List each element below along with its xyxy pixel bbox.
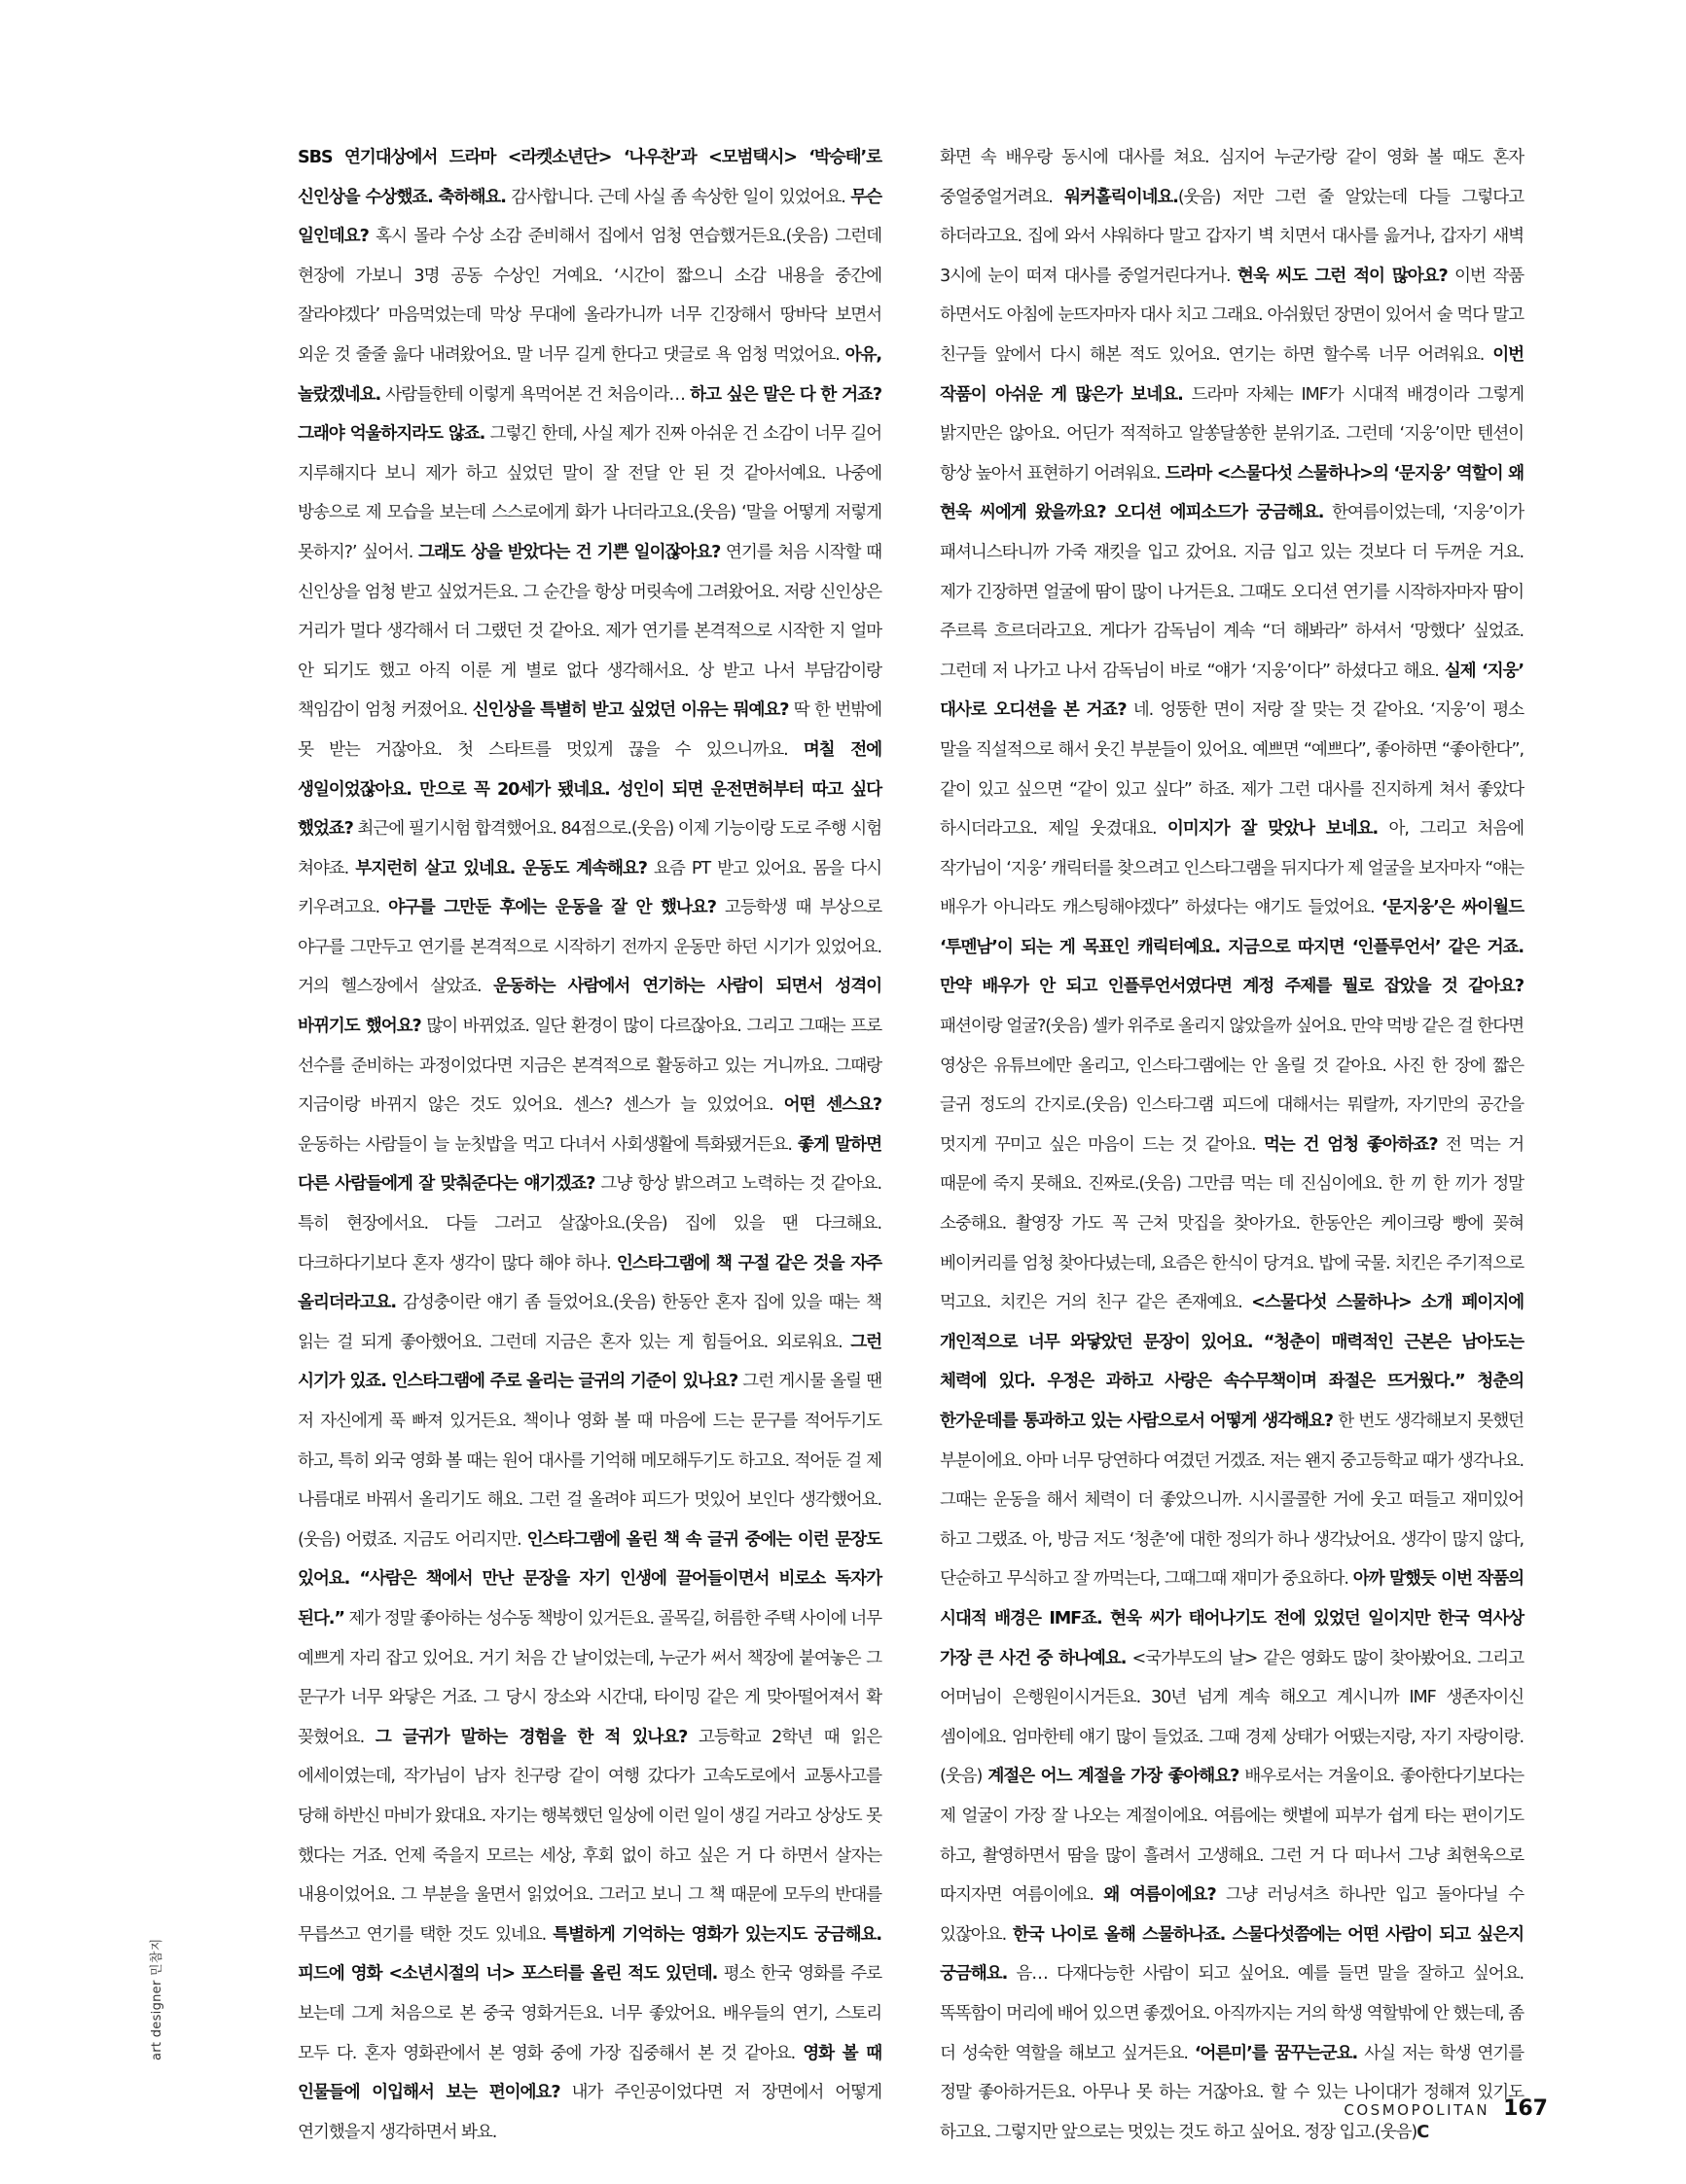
interview-answer: 평소 한국 영화를 주로 보는데 그게 처음으로 본 중국 영화거든요. 너무 좋았어요. 배우들의 연기, 스토리 모두 다. 혼자 영화관에서 본 영화 중에 가장 집중해서 본 것 같아요. (298, 1964, 881, 2063)
interview-question: 하고 싶은 말은 다 한 거죠? 그래야 억울하지라도 않죠. (298, 384, 881, 445)
interview-answer: 제가 정말 좋아하는 성수동 책방이 있거든요. 골목길, 허름한 주택 사이에 너무 예쁘게 자리 잡고 있어요. 거기 처음 간 날이었는데, 누군가 써서 책장에 붙여놓은 그 문구가 너무 와닿은 거죠. 그 당시 장소와 시간대, 타이밍 같은 게 맞아떨어져서 확 꽂혔어요. (298, 1608, 881, 1747)
interview-answer: 그런 게시물 올릴 땐 저 자신에게 푹 빠져 있거든요. 책이나 영화 볼 때 마음에 드는 문구를 적어두기도 하고, 특히 외국 영화 볼 때는 원어 대사를 기억해 메모해두기도 하고요. 적어둔 걸 제 나름대로 바꿔서 올리기도 해요. 그런 걸 올려야 피드가 멋있어 보인다 생각했어요.(웃음) 어렸죠. 지금도 어리지만. (298, 1372, 881, 1550)
interview-question: 그런 시기가 있죠. 인스타그램에 주로 올리는 글귀의 기준이 있나요? (298, 1332, 881, 1392)
end-mark: C (1417, 2121, 1429, 2142)
interview-question: 며칠 전에 생일이었잖아요. 만으로 꼭 20세가 됐네요. 성인이 되면 운전면허부터 따고 싶다 했었죠? (298, 739, 881, 840)
interview-question: 신인상을 특별히 받고 싶었던 이유는 뭐예요? (472, 700, 789, 721)
interview-question: 이번 작품이 아쉬운 게 많은가 보네요. (940, 344, 1524, 405)
interview-question: 인스타그램에 올린 책 속 글귀 중에는 이런 문장도 있어요. “사람은 책에서 만난 문장을 자기 인생에 끌어들이면서 비로소 독자가 된다.” (298, 1529, 882, 1629)
interview-question: 어떤 센스요? (783, 1095, 882, 1116)
interview-question: 한국 나이로 올해 스물하나죠. 스물다섯쯤에는 어떤 사람이 되고 싶은지 궁금해요. (940, 1924, 1524, 1985)
interview-answer: 사람들한테 이렇게 욕먹어본 건 처음이라… (380, 384, 691, 405)
interview-question: 인스타그램에 책 구절 같은 것을 자주 올리더라고요. (298, 1253, 881, 1313)
interview-answer: 그냥 러닝셔츠 하나만 입고 돌아다닐 수 있잖아요. (940, 1885, 1524, 1945)
interview-answer: 한여름이었는데, ‘지웅’이가 패셔니스타니까 가죽 재킷을 입고 갔어요. 지금 입고 있는 것보다 더 두꺼운 거요. 제가 긴장하면 얼굴에 땀이 많이 나거든요. 그때도 오디션 연기를 시작하자마자 땀이 주르륵 흐르더라고요. 게다가 감독님이 계속 “더 해봐라” 하셔서 ‘망했다’ 싶었죠. 그런데 저 나가고 나서 감독님이 바로 “얘가 ‘지웅’이다” 하셨다고 해요. (940, 503, 1524, 681)
interview-question: ‘어른미’를 꿈꾸는군요. (1194, 2043, 1358, 2063)
interview-answer: 화면 속 배우랑 동시에 대사를 쳐요. 심지어 누군가랑 같이 영화 볼 때도 혼자 중얼중얼거려요. (940, 148, 1524, 207)
art-designer-credit: art designer 민참지 (150, 1938, 164, 2060)
right-column-runs (940, 148, 1524, 2142)
right-text-column (940, 138, 1524, 2152)
interview-answer: 이번 작품 하면서도 아침에 눈뜨자마자 대사 치고 그래요. 아쉬웠던 장면이 있어서 술 먹다 말고 친구들 앞에서 다시 해본 적도 있어요. 연기는 하면 할수록 너무 어려워요. (940, 266, 1524, 365)
interview-answer: 아, 그리고 처음에 작가님이 ‘지웅’ 캐릭터를 찾으려고 인스타그램을 뒤지다가 제 얼굴을 보자마자 “얘는 배우가 아니라도 캐스팅해야겠다” 하셨다는 얘기도 들었어요. (940, 819, 1524, 918)
interview-question: 특별하게 기억하는 영화가 있는지도 궁금해요. 피드에 영화 <소년시절의 너> 포스터를 올린 적도 있던데. (298, 1924, 882, 1985)
interview-answer: (웃음) 저만 그런 줄 알았는데 다들 그렇다고 하더라고요. 집에 와서 샤워하다 말고 갑자기 벽 치면서 대사를 읊거나, 갑자기 새벽 3시에 눈이 떠져 대사를 중얼거린다거나. (940, 187, 1524, 286)
interview-answer: 혹시 몰라 수상 소감 준비해서 집에서 엄청 연습했거든요.(웃음) 그런데 현장에 가보니 3명 공동 수상인 거예요. ‘시간이 짧으니 소감 내용을 중간에 잘라야겠다’ 마음먹었는데 막상 무대에 올라가니까 너무 긴장해서 땅바닥 보면서 외운 것 줄줄 읊다 내려왔어요. 말 너무 길게 한다고 댓글로 욕 엄청 먹었어요. (298, 227, 881, 365)
interview-answer: 딱 한 번밖에 못 받는 거잖아요. 첫 스타트를 멋있게 끊을 수 있으니까요. (298, 700, 881, 760)
interview-question: ‘문지웅’은 싸이월드 ‘투멘남’이 되는 게 목표인 캐릭터예요. 지금으로 따지면 ‘인플루언서’ 같은 거죠. 만약 배우가 안 되고 인플루언서였다면 계정 주제를 뭘로 잡았을 것 같아요? (940, 898, 1524, 997)
interview-question: 현욱 씨도 그런 적이 많아요? (1237, 266, 1448, 286)
interview-answer: 많이 바뀌었죠. 일단 환경이 많이 다르잖아요. 그리고 그때는 프로 선수를 준비하는 과정이었다면 지금은 본격적으로 활동하고 있는 거니까요. 그때랑 지금이랑 바뀌지 않은 것도 있어요. 센스? 센스가 늘 있었어요. (298, 1017, 881, 1116)
left-column-paragraph (298, 138, 881, 2152)
interview-answer: 전 먹는 거 때문에 죽지 못해요. 진짜로.(웃음) 그만큼 먹는 데 진심이에요. 한 끼 한 끼가 정말 소중해요. 촬영장 가도 꼭 근처 맛집을 찾아가요. 한동안은 케이크랑 빵에 꽂혀 베이커리를 엄청 찾아다녔는데, 요즘은 한식이 당겨요. 밥에 국물. 치킨은 주기적으로 먹고요. 치킨은 거의 친구 같은 존재예요. (940, 1134, 1525, 1313)
interview-answer: 그냥 항상 밝으려고 노력하는 것 같아요. 특히 현장에서요. 다들 그러고 살잖아요.(웃음) 집에 있을 땐 다크해요. 다크하다기보다 혼자 생각이 많다 해야 하나. (298, 1174, 882, 1273)
magazine-name: COSMOPOLITAN (1344, 2101, 1490, 2119)
interview-question: SBS 연기대상에서 드라마 <라켓소년단> ‘나우찬’과 <모범택시> ‘박승태’로 신인상을 수상했죠. 축하해요. (298, 148, 881, 207)
interview-question: 드라마 <스물다섯 스물하나>의 ‘문지웅’ 역할이 왜 현욱 씨에게 왔을까요? 오디션 에피소드가 궁금해요. (940, 463, 1524, 523)
right-column-paragraph (940, 138, 1524, 2152)
page-footer (1344, 2096, 1548, 2121)
page-number: 167 (1503, 2096, 1548, 2121)
interview-question: 그래도 상을 받았다는 건 기쁜 일이잖아요? (417, 542, 721, 562)
interview-question: 운동하는 사람에서 연기하는 사람이 되면서 성격이 바뀌기도 했어요? (298, 977, 881, 1037)
interview-answer: 최근에 필기시험 합격했어요. 84점으로.(웃음) 이제 기능이랑 도로 주행 시험 쳐야죠. (298, 819, 881, 878)
interview-question: 워커홀릭이네요. (1064, 187, 1178, 207)
left-text-column (298, 138, 881, 2152)
interview-question: 실제 ‘지웅’ 대사로 오디션을 본 거죠? (940, 661, 1524, 721)
interview-answer: 감성충이란 얘기 좀 들었어요.(웃음) 한동안 혼자 집에 있을 때는 책 읽는 걸 되게 좋아했어요. 그런데 지금은 혼자 있는 게 힘들어요. 외로워요. (298, 1293, 881, 1352)
interview-answer: 패션이랑 얼굴?(웃음) 셀카 위주로 올리지 않았을까 싶어요. 만약 먹방 같은 걸 한다면 영상은 유튜브에만 올리고, 인스타그램에는 안 올릴 것 같아요. 사진 한 장에 짧은 글귀 정도의 간지로.(웃음) 인스타그램 피드에 대해서는 뭐랄까, 자기만의 공간을 멋지게 꾸미고 싶은 마음이 드는 것 같아요. (940, 1017, 1524, 1155)
interview-question: 계절은 어느 계절을 가장 좋아해요? (987, 1767, 1239, 1787)
interview-question: 아까 말했듯 이번 작품의 시대적 배경은 IMF죠. 현욱 씨가 태어나기도 전에 있었던 일이지만 한국 역사상 가장 큰 사건 중 하나예요. (940, 1569, 1524, 1668)
interview-answer: 요즘 PT 받고 있어요. 몸을 다시 키우려고요. (298, 858, 881, 918)
interview-answer: 사실 저는 학생 연기를 정말 좋아하거든요. 아무나 못 하는 거잖아요. 할 수 있는 나이대가 정해져 있기도 하고요. 그렇지만 앞으로는 멋있는 것도 하고 싶어요. 정장 입고.(웃음) (940, 2043, 1525, 2142)
interview-answer: 감사합니다. 근데 사실 좀 속상한 일이 있었어요. (505, 187, 851, 207)
interview-question: 야구를 그만둔 후에는 운동을 잘 안 했나요? (388, 898, 716, 918)
interview-answer: 한 번도 생각해보지 못했던 부분이에요. 아마 너무 당연하다 여겼던 거겠죠. 저는 왠지 중고등학교 때가 생각나요. 그때는 운동을 해서 체력이 더 좋았으니까. 시시콜콜한 거에 웃고 떠들고 재미있어 하고 그랬죠. 아, 방금 저도 ‘청춘’에 대한 정의가 하나 생각났어요. 생각이 많지 않다, 단순하고 무식하고 잘 까먹는다, 그때그때 재미가 중요하다. (940, 1412, 1524, 1590)
interview-answer: 그렇긴 한데, 사실 제가 진짜 아쉬운 건 소감이 너무 길어 지루해지다 보니 제가 하고 싶었던 말이 잘 전달 안 된 것 같아서예요. 나중에 방송으로 제 모습을 보는데 스스로에게 화가 나더라고요.(웃음) ‘말을 어떻게 저렇게 못하지?’ 싶어서. (298, 424, 881, 562)
interview-question: 그 글귀가 말하는 경험을 한 적 있나요? (375, 1727, 688, 1747)
interview-answer: 배우로서는 겨울이요. 좋아한다기보다는 제 얼굴이 가장 잘 나오는 계절이에요. 여름에는 햇볕에 피부가 쉽게 타는 편이기도 하고, 촬영하면서 땀을 많이 흘려서 고생해요. 그런 거 다 떠나서 그냥 최현욱으로 따지자면 여름이에요. (940, 1767, 1525, 1906)
interview-question: <스물다섯 스물하나> 소개 페이지에 개인적으로 너무 와닿았던 문장이 있어요. “청춘이 매력적인 근본은 남아도는 체력에 있다. 우정은 과하고 사랑은 속수무책이며 좌절은 뜨거웠다.” 청춘의 한가운데를 통과하고 있는 사람으로서 어떻게 생각해요? (940, 1293, 1524, 1431)
interview-answer: 음… 다재다능한 사람이 되고 싶어요. 예를 들면 말을 잘하고 싶어요. 똑똑함이 머리에 배어 있으면 좋겠어요. 아직까지는 거의 학생 역할밖에 안 했는데, 좀 더 성숙한 역할을 해보고 싶거든요. (940, 1964, 1524, 2063)
interview-question: 무슨 일인데요? (298, 187, 881, 247)
interview-answer: <국가부도의 날> 같은 영화도 많이 찾아봤어요. 그리고 어머님이 은행원이시거든요. 30년 넘게 계속 해오고 계시니까 IMF 생존자이신 셈이에요. 엄마한테 얘기 많이 들었죠. 그때 경제 상태가 어땠는지랑, 자기 자랑이랑.(웃음) (940, 1648, 1524, 1787)
interview-answer: 내가 주인공이었다면 저 장면에서 어떻게 연기했을지 생각하면서 봐요. (298, 2083, 881, 2142)
interview-question: 부지런히 살고 있네요. 운동도 계속해요? (355, 858, 647, 878)
interview-answer: 고등학생 때 부상으로 야구를 그만두고 연기를 본격적으로 시작하기 전까지 운동만 하던 시기가 있었어요. 거의 헬스장에서 살았죠. (298, 898, 882, 997)
interview-question: 좋게 말하면 다른 사람들에게 잘 맞춰준다는 얘기겠죠? (298, 1134, 881, 1195)
interview-question: 이미지가 잘 맞았나 보네요. (1166, 819, 1379, 840)
interview-answer: 운동하는 사람들이 늘 눈칫밥을 먹고 다녀서 사회생활에 특화됐거든요. (298, 1134, 798, 1155)
interview-answer: 드라마 자체는 IMF가 시대적 배경이라 그렇게 밝지만은 않아요. 어딘가 적적하고 알쏭달쏭한 분위기죠. 그런데 ‘지웅’이만 텐션이 항상 높아서 표현하기 어려워요. (940, 384, 1525, 483)
interview-question: 먹는 건 엄청 좋아하죠? (1263, 1134, 1438, 1155)
interview-question: 왜 여름이에요? (1103, 1885, 1216, 1906)
interview-answer: 연기를 처음 시작할 때 신인상을 엄청 받고 싶었거든요. 그 순간을 항상 머릿속에 그려왔어요. 저랑 신인상은 거리가 멀다 생각해서 더 그랬던 것 같아요. 제가 연기를 본격적으로 시작한 지 얼마 안 되기도 했고 아직 이룬 게 별로 없다 생각해서요. 상 받고 나서 부담감이랑 책임감이 엄청 커졌어요. (298, 542, 881, 721)
interview-question: 아유, 놀랐겠네요. (298, 344, 881, 405)
interview-answer: 네. 엉뚱한 면이 저랑 잘 맞는 것 같아요. ‘지웅’이 평소 말을 직설적으로 해서 웃긴 부분들이 있어요. 예쁘면 “예쁘다”, 좋아하면 “좋아한다”, 같이 있고 싶으면 “같이 있고 싶다” 하죠. 제가 그런 대사를 진지하게 쳐서 좋았다 하시더라고요. 제일 웃겼대요. (940, 700, 1525, 840)
interview-question: 영화 볼 때 인물들에 이입해서 보는 편이에요? (298, 2043, 882, 2103)
interview-answer: 고등학교 2학년 때 읽은 에세이였는데, 작가님이 남자 친구랑 같이 여행 갔다가 고속도로에서 교통사고를 당해 하반신 마비가 왔대요. 자기는 행복했던 일상에 이런 일이 생길 거라고 상상도 못 했다는 거죠. 언제 죽을지 모르는 세상, 후회 없이 하고 싶은 거 다 하면서 살자는 내용이었어요. 그 부분을 울면서 읽었어요. 그러고 보니 그 책 때문에 모두의 반대를 무릅쓰고 연기를 택한 것도 있네요. (298, 1727, 881, 1945)
